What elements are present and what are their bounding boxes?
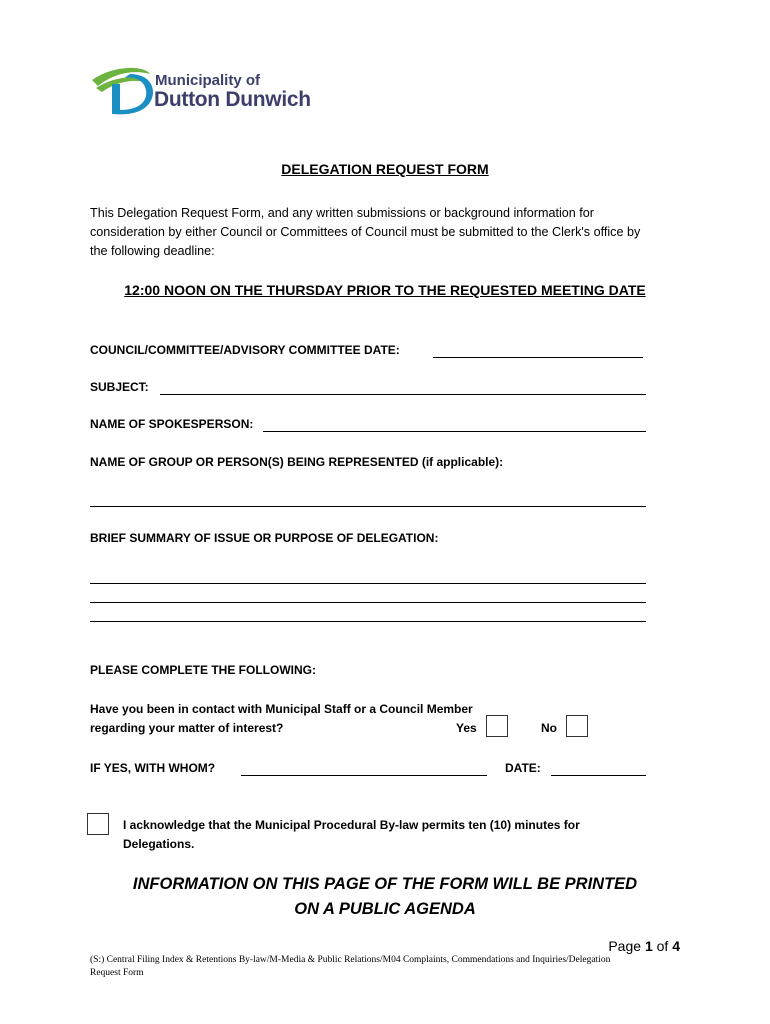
deadline-notice: 12:00 NOON ON THE THURSDAY PRIOR TO THE REQUESTED MEETING DATE	[124, 282, 646, 298]
acknowledge-text-line2: Delegations.	[123, 837, 195, 851]
subject-label: SUBJECT:	[90, 380, 149, 394]
spokesperson-label: NAME OF SPOKESPERSON:	[90, 417, 254, 431]
summary-field-line-1[interactable]	[90, 583, 646, 584]
committee-date-field[interactable]	[433, 357, 643, 358]
footer-file-path: (S:) Central Filing Index & Retentions By-law/M-Media & Public Relations/M04 Complaints, Commendations and Inquiries/Delegation Request Form	[90, 955, 611, 978]
yes-label: Yes	[456, 721, 477, 735]
page-number: Page 1 of 4	[608, 938, 680, 954]
public-agenda-notice-line1: INFORMATION ON THIS PAGE OF THE FORM WILL BE PRINTED	[132, 875, 638, 893]
date-field[interactable]	[551, 775, 646, 776]
whom-field[interactable]	[241, 775, 487, 776]
yes-checkbox[interactable]	[486, 715, 508, 737]
acknowledge-text-line1: I acknowledge that the Municipal Procedural By-law permits ten (10) minutes for	[123, 818, 580, 832]
no-checkbox[interactable]	[566, 715, 588, 737]
subject-field[interactable]	[160, 394, 646, 395]
group-field[interactable]	[90, 506, 646, 507]
summary-field-line-3[interactable]	[90, 621, 646, 622]
spokesperson-field[interactable]	[263, 431, 646, 432]
group-label: NAME OF GROUP OR PERSON(S) BEING REPRESENTED (if applicable):	[90, 455, 504, 469]
contact-question-line2: regarding your matter of interest?	[90, 721, 284, 735]
acknowledge-checkbox[interactable]	[87, 813, 109, 835]
public-agenda-notice-line2: ON A PUBLIC AGENDA	[294, 900, 476, 918]
form-title: DELEGATION REQUEST FORM	[281, 161, 489, 177]
committee-date-label: COUNCIL/COMMITTEE/ADVISORY COMMITTEE DATE:	[90, 343, 400, 357]
logo-text-municipality: Municipality of	[155, 72, 260, 89]
no-label: No	[541, 721, 557, 735]
whom-label: IF YES, WITH WHOM?	[90, 761, 216, 775]
summary-field-line-2[interactable]	[90, 602, 646, 603]
date-label: DATE:	[505, 761, 541, 775]
logo-text-name: Dutton Dunwich	[154, 88, 311, 111]
contact-question-line1: Have you been in contact with Municipal Staff or a Council Member	[90, 702, 473, 716]
form-intro: This Delegation Request Form, and any written submissions or background information for consideration by either Council or Committees of Council must be submitted to the Clerk's office by the following deadline:	[90, 206, 641, 258]
summary-label: BRIEF SUMMARY OF ISSUE OR PURPOSE OF DELEGATION:	[90, 531, 439, 545]
complete-heading: PLEASE COMPLETE THE FOLLOWING:	[90, 663, 316, 677]
